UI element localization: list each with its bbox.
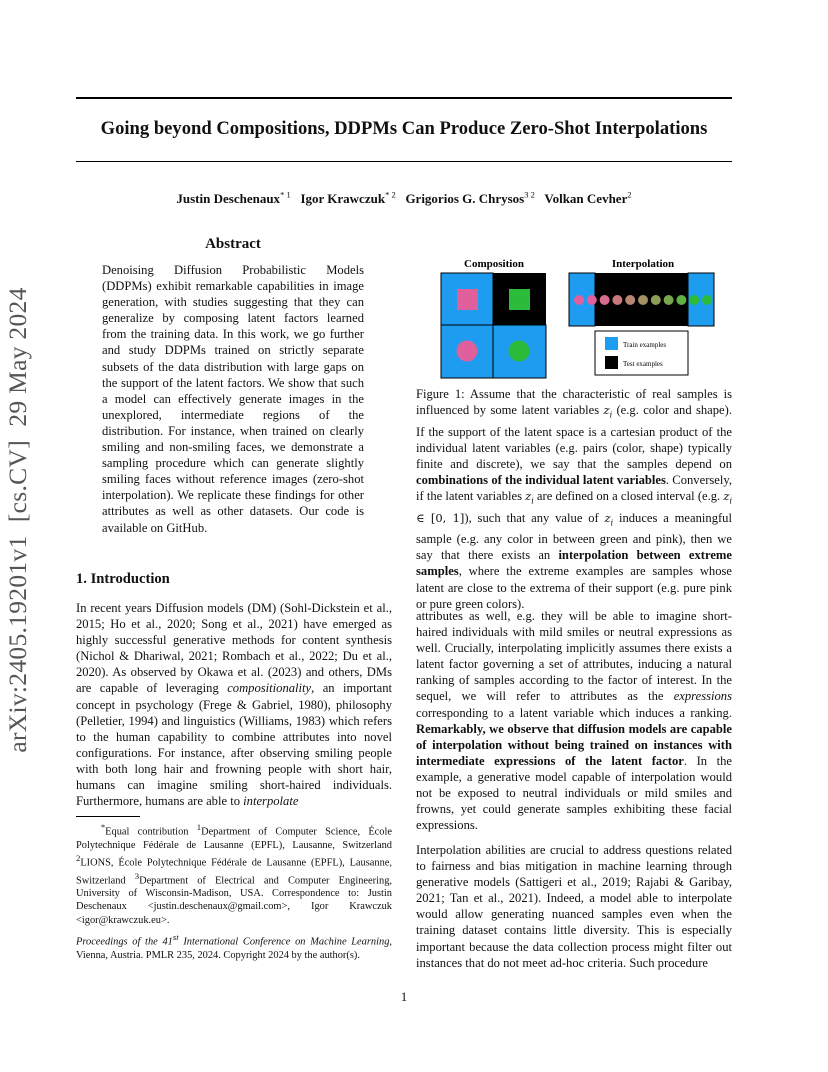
- figure-legend: [595, 331, 688, 375]
- legend-train-label: Train examples: [623, 341, 667, 349]
- title-bottom-rule: [76, 161, 732, 162]
- proceedings-note: Proceedings of the 41st International Conference on Machine Learning, Vienna, Austria. PMLR 235, 2024. Copyright 2024 by the author(s).: [76, 932, 392, 961]
- interpolation-dot: [664, 295, 674, 305]
- interpolation-dot: [574, 295, 584, 305]
- author-2: Igor Krawczuk$^{* 2}$: [300, 190, 396, 207]
- section-heading-introduction: 1. Introduction: [76, 571, 170, 587]
- legend-test-label: Test examples: [623, 360, 663, 368]
- interpolation-dot: [638, 295, 648, 305]
- affiliation-footnote: *Equal contribution $^1$Department of Computer Science, École Polytechnique Fédérale de Lausanne (EPFL), Lausanne, Switzerland $^2$LIONS, École Polytechnique Fédérale de Lausanne (EPFL), Lausanne, Switzerland $^3$Department of Electrical and Computer Engineering, University of Wisconsin-Madison, USA. Correspondence to: Justin Deschenaux <justin.deschenaux@gmail.com>, Igor Krawczuk <igor@krawczuk.eu>.: [76, 822, 392, 926]
- interpolation-dot: [612, 295, 622, 305]
- pink-circle: [457, 341, 478, 362]
- composition-label: Composition: [464, 258, 524, 270]
- legend-train-swatch: [605, 337, 618, 350]
- author-1: Justin Deschenaux$^{* 1}$: [176, 190, 291, 207]
- author-4: Volkan Cevher$^2$: [544, 190, 632, 207]
- interpolation-dot: [676, 295, 686, 305]
- interpolation-strip: [569, 273, 714, 326]
- figure-1: [416, 254, 732, 380]
- interpolation-dot: [625, 295, 635, 305]
- green-square: [509, 289, 530, 310]
- green-circle: [509, 341, 530, 362]
- intro-paragraph: In recent years Diffusion models (DM) (Sohl-Dickstein et al., 2015; Ho et al., 2020; Song et al., 2021) have emerged as highly successful generative methods for content synthesis (Nichol & Dhariwal, 2021; Rombach et al., 2022; Du et al., 2020). As observed by Okawa et al. (2023) and others, DMs are capable of leveraging compositionality, an important concept in psychology (Frege & Gabriel, 1980), philosophy (Pelletier, 1994) and linguistics (Williams, 1983) which refers to the human capability to combine attributes into novel configurations. For instance, after observing smiling people with both long hair and frowning people with short hair, humans can imagine smiling short-haired individuals. Furthermore, humans are able to interpolate: [76, 601, 392, 809]
- abstract-heading: Abstract: [205, 236, 261, 252]
- figure-1-caption: Figure 1: Assume that the characteristic of real samples is influenced by some latent variables $z_i$ (e.g. color and shape). If the support of the latent space is a cartesian product of the individual latent variables (e.g. pairs (color, shape) typically finite and discrete), we say that the samples depend on combinations of the individual latent variables. Conversely, if the latent variables $z_i$ are defined on a closed interval (e.g. $z_i$ ∈ [0, 1]), such that any value of $z_i$ induces a meaningful sample (e.g. any color in between green and pink), then we say that there exists an interpolation between extreme samples, where the extreme examples are samples whose latent are close to the extrema of their support (e.g. pure pink or pure green colors).: [416, 387, 733, 611]
- interpolation-dot: [651, 295, 661, 305]
- legend-test-swatch: [605, 356, 618, 369]
- footnote-rule: [76, 816, 140, 817]
- paper-title: Going beyond Compositions, DDPMs Can Produce Zero-Shot Interpolations: [100, 118, 708, 139]
- interpolation-dot: [600, 295, 610, 305]
- page-number: 1: [400, 990, 408, 1004]
- author-3: Grigorios G. Chrysos$^{3 2}$: [405, 190, 535, 207]
- abstract-text: Denoising Diffusion Probabilistic Models (DDPMs) exhibit remarkable capabilities in image generation, with studies suggesting that they can generalize by composing latent factors learned from the training data. In this work, we go further and study DDPMs trained on strictly separate subsets of the data distribution with large gaps on the support of the latent factors. We show that such a model can effectively generate images in the unexplored, intermediate regions of the distribution. For instance, when trained on clearly smiling and non-smiling faces, we demonstrate a sampling procedure which can generate slightly smiling faces without reference images (zero-shot interpolation). We replicate these findings for other attributes as well as other datasets. Our code is available on GitHub.: [102, 263, 364, 535]
- pink-square: [457, 289, 478, 310]
- top-rule: [76, 97, 732, 99]
- column2-paragraph-2: Interpolation abilities are crucial to address questions related to fairness and bias mitigation in machine learning through generative models (Sattigeri et al., 2019; Rajabi & Garibay, 2021; Tan et al., 2021). Indeed, a model able to interpolate would allow generating nuanced samples even when the training dataset contains little diversity. This is especially important because the data collection process might filter out instances that do not meet ad-hoc criteria. Such procedure: [416, 843, 732, 970]
- author-list: [76, 190, 732, 207]
- column2-paragraph-1: attributes as well, e.g. they will be able to imagine short-haired individuals with mild smiles or neutral expressions as well. Crucially, interpolating implicitly assumes there exists a latent factor governing a set of attributes, inducing a natural ranking of samples according to the factor of interest. In the sequel, we will refer to attributes as the expressions corresponding to a latent variable which induces a ranking. Remarkably, we observe that diffusion models are capable of interpolation without being trained on instances with intermediate expressions of the latent factor. In the example, a generative model capable of interpolation would not be exposed to neutral individuals or mild smiles and frowns, yet could generate samples exhibiting these facial expressions.: [416, 609, 733, 833]
- interpolation-dot: [689, 295, 699, 305]
- interpolation-dot: [702, 295, 712, 305]
- composition-grid: [441, 273, 546, 378]
- interpolation-dot: [587, 295, 597, 305]
- interpolation-label: Interpolation: [611, 258, 675, 270]
